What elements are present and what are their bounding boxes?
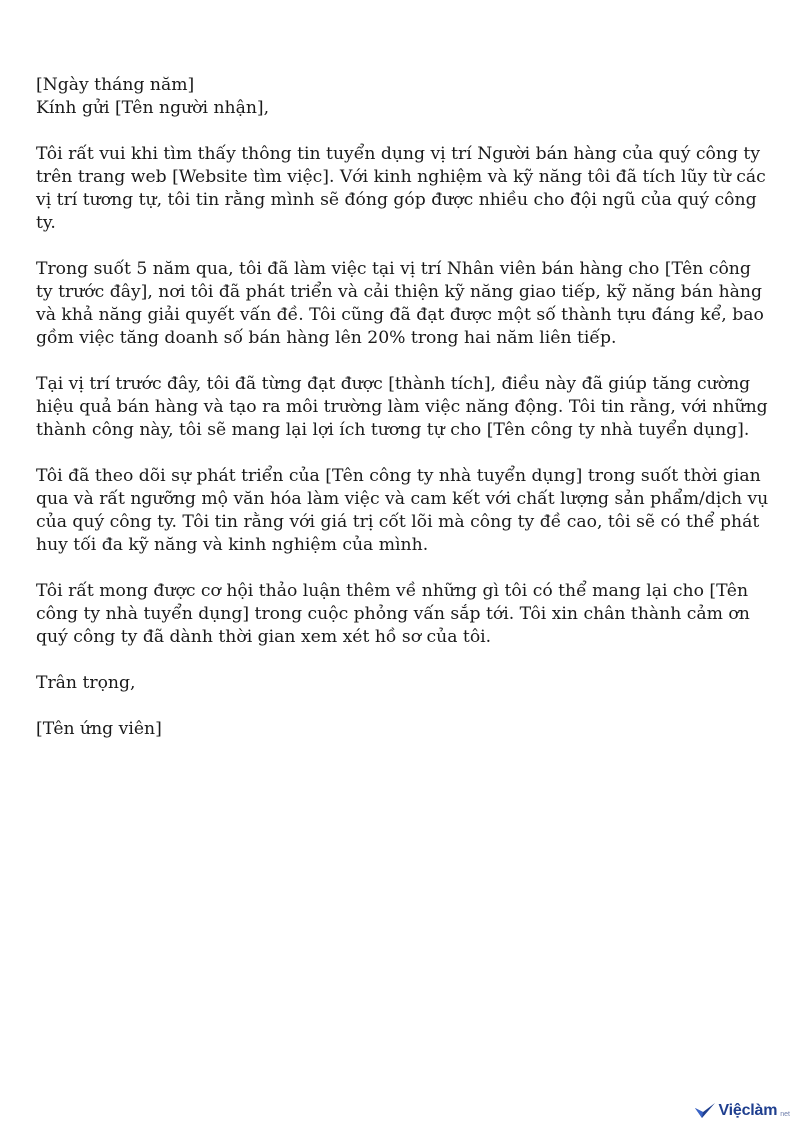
paragraph-line: qua và rất ngưỡng mộ văn hóa làm việc và cam kết với chất lượng sản phẩm/dịch vụ [36, 489, 769, 509]
paragraph-4 [36, 465, 776, 557]
closing-text: Trân trọng, [36, 673, 136, 693]
paragraph-line: hiệu quả bán hàng và tạo ra môi trường làm việc năng động. Tôi tin rằng, với những [36, 397, 768, 417]
logo-brand-text: Việclàm [718, 1102, 778, 1119]
paragraph-line: gồm việc tăng doanh số bán hàng lên 20% trong hai năm liên tiếp. [36, 328, 617, 348]
paragraph-line: huy tối đa kỹ năng và kinh nghiệm của mình. [36, 535, 429, 555]
paragraph-line: vị trí tương tự, tôi tin rằng mình sẽ đóng góp được nhiều cho đội ngũ của quý công [36, 190, 757, 210]
paragraph-line: thành công này, tôi sẽ mang lại lợi ích tương tự cho [Tên công ty nhà tuyển dụng]. [36, 420, 750, 440]
paragraph-line: công ty nhà tuyển dụng] trong cuộc phỏng vấn sắp tới. Tôi xin chân thành cảm ơn [36, 604, 750, 624]
letter-body [36, 74, 776, 764]
letter-date: [Ngày tháng năm] [36, 75, 195, 95]
checkmark-logo-icon [694, 1102, 716, 1120]
paragraph-line: Tôi đã theo dõi sự phát triển của [Tên công ty nhà tuyển dụng] trong suốt thời gian [36, 466, 761, 486]
paragraph-line: Tôi rất mong được cơ hội thảo luận thêm về những gì tôi có thể mang lại cho [Tên [36, 581, 749, 601]
vieclam-watermark-logo [694, 1102, 790, 1120]
paragraph-line: ty trước đây], nơi tôi đã phát triển và cải thiện kỹ năng giao tiếp, kỹ năng bán hàng [36, 282, 762, 302]
letter-salutation: Kính gửi [Tên người nhận], [36, 98, 270, 118]
paragraph-line: quý công ty đã dành thời gian xem xét hồ sơ của tôi. [36, 627, 492, 647]
paragraph-line: ty. [36, 213, 56, 233]
paragraph-5 [36, 580, 776, 649]
paragraph-line: trên trang web [Website tìm việc]. Với kinh nghiệm và kỹ năng tôi đã tích lũy từ các [36, 167, 766, 187]
letter-closing [36, 672, 776, 695]
paragraph-line: và khả năng giải quyết vấn đề. Tôi cũng đã đạt được một số thành tựu đáng kể, bao [36, 305, 764, 325]
paragraph-2 [36, 258, 776, 350]
letter-signature [36, 718, 776, 741]
paragraph-line: Tại vị trí trước đây, tôi đã từng đạt được [thành tích], điều này đã giúp tăng cường [36, 374, 751, 394]
signature-text: [Tên ứng viên] [36, 719, 162, 739]
letter-header [36, 74, 776, 120]
paragraph-line: của quý công ty. Tôi tin rằng với giá trị cốt lõi mà công ty đề cao, tôi sẽ có thể phát [36, 512, 760, 532]
paragraph-1 [36, 143, 776, 235]
paragraph-line: Trong suốt 5 năm qua, tôi đã làm việc tại vị trí Nhân viên bán hàng cho [Tên công [36, 259, 751, 279]
paragraph-3 [36, 373, 776, 442]
paragraph-line: Tôi rất vui khi tìm thấy thông tin tuyển dụng vị trí Người bán hàng của quý công ty [36, 144, 761, 164]
logo-suffix-text: net [780, 1111, 790, 1118]
